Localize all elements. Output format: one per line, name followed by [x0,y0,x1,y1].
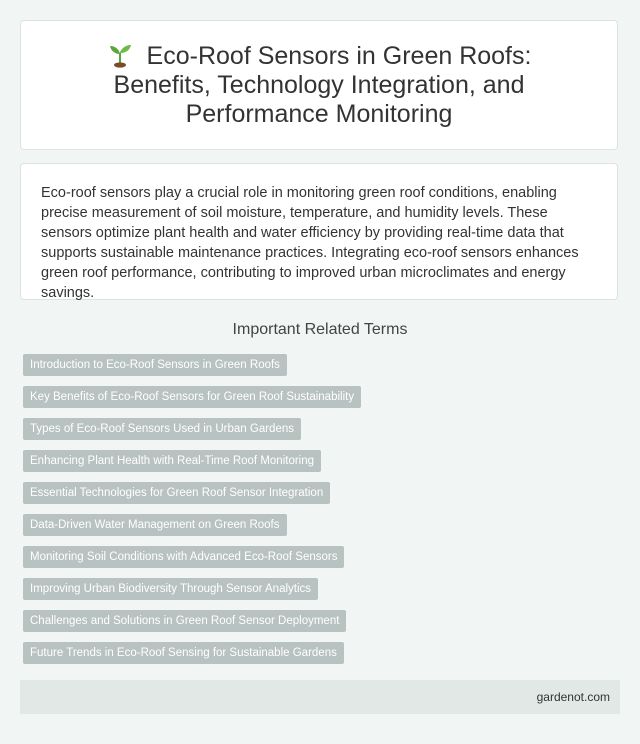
title-card [20,20,618,150]
footer-site-link[interactable]: gardenot.com [536,690,610,704]
sprout-icon [107,42,133,68]
related-term-tag[interactable]: Key Benefits of Eco-Roof Sensors for Green Roof Sustainability [23,386,361,408]
related-term-item [23,354,361,376]
page-title-text: Eco-Roof Sensors in Green Roofs: Benefits, Technology Integration, and Performance Monitoring [113,41,532,128]
footer [20,680,620,714]
related-term-item [23,546,361,568]
intro-paragraph: Eco-roof sensors play a crucial role in monitoring green roof conditions, enabling precise measurement of soil moisture, temperature, and humidity levels. These sensors optimize plant health and water efficiency by providing real-time data that supports sustainable maintenance practices. Integrating eco-roof sensors enhances green roof performance, contributing to improved urban microclimates and energy savings. [41,185,579,301]
related-term-item [23,418,361,440]
related-term-item [23,514,361,536]
related-term-item [23,610,361,632]
related-term-tag[interactable]: Monitoring Soil Conditions with Advanced Eco-Roof Sensors [23,546,344,568]
related-term-item [23,578,361,600]
page-title [59,42,579,129]
related-term-tag[interactable]: Essential Technologies for Green Roof Sensor Integration [23,482,330,504]
related-term-tag[interactable]: Enhancing Plant Health with Real-Time Roof Monitoring [23,450,321,472]
related-term-tag[interactable]: Future Trends in Eco-Roof Sensing for Sustainable Gardens [23,642,344,664]
related-term-tag[interactable]: Challenges and Solutions in Green Roof Sensor Deployment [23,610,346,632]
related-term-tag[interactable]: Introduction to Eco-Roof Sensors in Green Roofs [23,354,287,376]
related-terms-heading: Important Related Terms [232,321,408,338]
related-term-tag[interactable]: Types of Eco-Roof Sensors Used in Urban Gardens [23,418,301,440]
related-term-tag[interactable]: Improving Urban Biodiversity Through Sensor Analytics [23,578,318,600]
related-term-item [23,386,361,408]
related-term-tag[interactable]: Data-Driven Water Management on Green Roofs [23,514,287,536]
related-terms-list [23,354,361,674]
related-term-item [23,450,361,472]
intro-card [20,163,618,300]
related-term-item [23,642,361,664]
related-term-item [23,482,361,504]
